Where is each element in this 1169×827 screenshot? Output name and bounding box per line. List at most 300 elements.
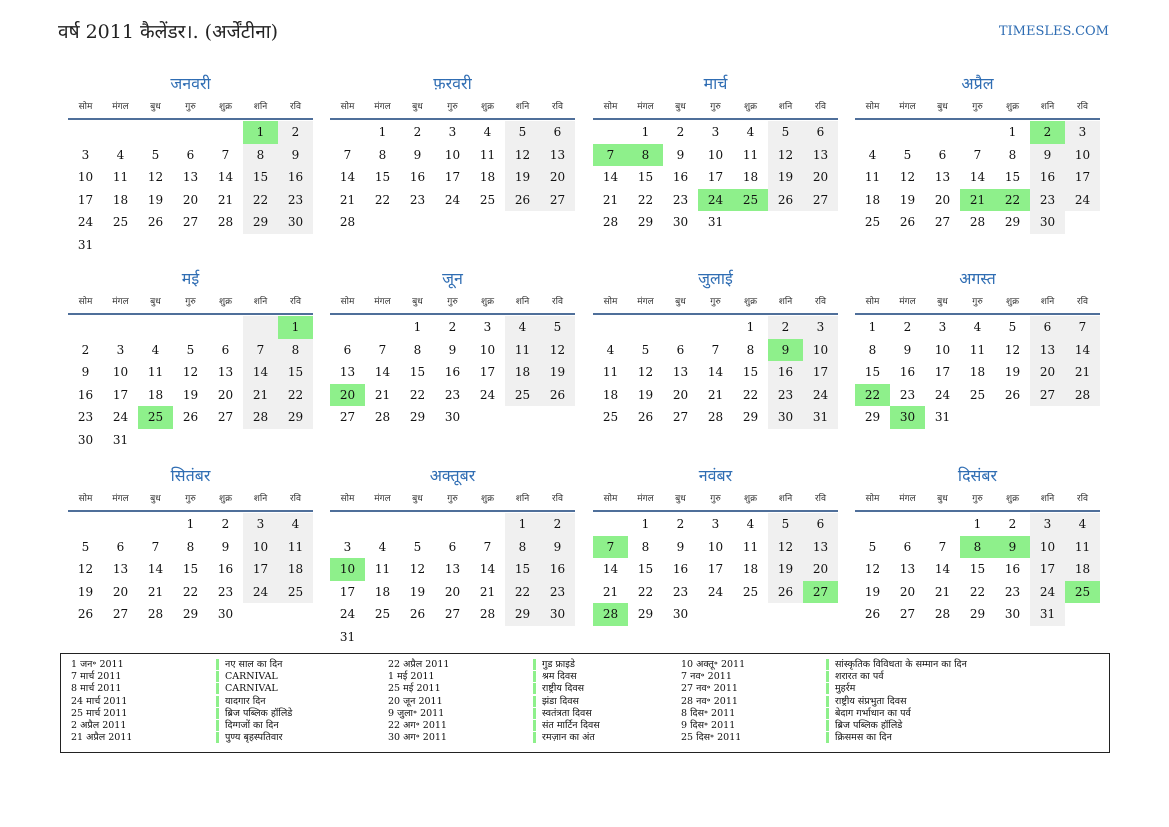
- day-cell: 13: [672, 365, 689, 379]
- holiday-date: 27 नव॰ 2011: [681, 683, 738, 695]
- day-cell: 12: [409, 562, 426, 576]
- weekday-label: रवि: [289, 297, 302, 307]
- day-cell: 24: [77, 215, 94, 229]
- day-cell: 19: [147, 192, 164, 207]
- day-cell: 14: [602, 562, 619, 576]
- holiday-name: दिग्गजों का दिन: [225, 719, 279, 731]
- day-cell: 7: [938, 539, 947, 554]
- day-cell: 20: [330, 384, 365, 407]
- empty-cell: [365, 626, 400, 649]
- day-cell: 13: [182, 170, 199, 184]
- empty-cell: [138, 316, 173, 339]
- day-cell: 2: [676, 125, 685, 139]
- day-cell: 27: [182, 215, 199, 229]
- weekday-label: गुरु: [447, 494, 458, 504]
- empty-cell: [593, 513, 628, 536]
- holiday-date: 10 अक्तू॰ 2011: [681, 659, 746, 670]
- day-cell: 25: [864, 215, 881, 229]
- day-cell: 29: [505, 603, 540, 626]
- day-cell: 27: [672, 410, 689, 424]
- day-cell: 3: [938, 320, 947, 334]
- day-cell: 7: [343, 147, 352, 162]
- day-cell: 12: [147, 170, 164, 184]
- holiday-name: झंडा दिवस: [542, 695, 579, 707]
- day-cell: 20: [899, 584, 916, 599]
- holiday-date: 22 अप्रैल 2011: [388, 659, 450, 670]
- weekday-label: सोम: [603, 102, 618, 112]
- day-grid: [593, 316, 838, 429]
- day-cell: 20: [803, 166, 838, 189]
- day-cell: 24: [339, 607, 356, 621]
- day-cell: 26: [864, 607, 881, 621]
- holiday-name: संत मार्टिन दिवस: [542, 719, 600, 731]
- weekday-label: सोम: [603, 297, 618, 307]
- month-name: मई: [181, 269, 200, 288]
- empty-cell: [243, 603, 278, 626]
- day-cell: 21: [339, 192, 356, 207]
- day-cell: 6: [116, 539, 125, 554]
- day-cell: 20: [540, 166, 575, 189]
- day-cell: 6: [938, 147, 947, 162]
- day-cell: 3: [343, 539, 352, 554]
- day-cell: 3: [448, 125, 457, 139]
- day-cell: 26: [540, 384, 575, 407]
- empty-cell: [173, 121, 208, 144]
- day-cell: 10: [707, 147, 724, 162]
- day-cell: 25: [1065, 581, 1100, 604]
- day-cell: 14: [147, 562, 164, 576]
- day-cell: 29: [969, 607, 986, 621]
- day-cell: 28: [147, 607, 164, 621]
- day-cell: 27: [112, 607, 129, 621]
- month-calendar: [68, 267, 313, 451]
- month-name: अक्तूबर: [429, 466, 476, 485]
- holiday-row: [681, 732, 980, 744]
- empty-cell: [435, 513, 470, 536]
- day-cell: 20: [112, 584, 129, 599]
- day-cell: 31: [934, 410, 951, 424]
- day-cell: 2: [221, 517, 230, 531]
- day-cell: 20: [182, 192, 199, 207]
- day-cell: 21: [934, 584, 951, 599]
- day-cell: 24: [1030, 581, 1065, 604]
- day-cell: 25: [742, 584, 759, 599]
- day-cell: 30: [672, 607, 689, 621]
- month-name: दिसंबर: [957, 466, 998, 485]
- day-cell: 13: [934, 170, 951, 184]
- day-cell: 1: [641, 125, 650, 139]
- day-cell: 17: [444, 170, 461, 184]
- weekday-label: शनि: [253, 102, 268, 112]
- holiday-marker: [826, 708, 829, 719]
- day-cell: 6: [803, 121, 838, 144]
- day-cell: 16: [768, 361, 803, 384]
- day-cell: 1: [278, 316, 313, 339]
- day-cell: 1: [868, 320, 877, 334]
- weekday-label: शुक्र: [1005, 494, 1020, 504]
- day-cell: 12: [899, 170, 916, 184]
- holiday-date: 28 नव॰ 2011: [681, 695, 738, 707]
- holiday-name: बेदाग गर्भाधान का पर्व: [835, 707, 911, 719]
- empty-cell: [803, 603, 838, 626]
- holiday-name: नए साल का दिन: [225, 659, 283, 670]
- month-name: अगस्त: [959, 269, 996, 288]
- day-cell: 8: [960, 536, 995, 559]
- day-cell: 23: [672, 584, 689, 599]
- day-cell: 4: [746, 517, 755, 531]
- day-cell: 11: [969, 342, 986, 357]
- weekday-label: मंगल: [899, 494, 916, 504]
- weekday-label: गुरु: [447, 102, 458, 112]
- day-cell: 19: [182, 387, 199, 402]
- day-grid: [330, 121, 575, 234]
- day-cell: 4: [746, 125, 755, 139]
- month-calendar: [855, 267, 1100, 429]
- weekday-header: [593, 98, 838, 120]
- day-cell: 18: [374, 584, 391, 599]
- day-cell: 22: [182, 584, 199, 599]
- holiday-date: 25 दिस॰ 2011: [681, 732, 742, 744]
- weekday-label: रवि: [289, 102, 302, 112]
- weekday-label: गुरु: [710, 102, 721, 112]
- holiday-row: [71, 683, 370, 695]
- month-name: नवंबर: [698, 466, 733, 485]
- day-cell: 26: [182, 410, 199, 424]
- weekday-label: गुरु: [185, 297, 196, 307]
- holiday-name: स्वतंत्रता दिवस: [542, 707, 592, 719]
- weekday-label: शनि: [778, 102, 793, 112]
- day-cell: 21: [707, 387, 724, 402]
- holiday-marker: [533, 659, 536, 670]
- day-cell: 15: [969, 562, 986, 576]
- day-cell: 16: [278, 166, 313, 189]
- weekday-label: बुध: [937, 297, 948, 307]
- day-cell: 30: [672, 215, 689, 229]
- day-cell: 31: [803, 406, 838, 429]
- day-cell: 23: [278, 189, 313, 212]
- day-cell: 2: [448, 320, 457, 334]
- day-cell: 17: [934, 365, 951, 379]
- day-cell: 9: [1030, 144, 1065, 167]
- day-cell: 4: [606, 342, 615, 357]
- day-cell: 9: [768, 339, 803, 362]
- holiday-row: [388, 732, 687, 744]
- weekday-label: शुक्र: [218, 102, 233, 112]
- holiday-name: राष्ट्रीय दिवस: [542, 683, 585, 695]
- weekday-label: शनि: [778, 494, 793, 504]
- day-cell: 10: [1030, 536, 1065, 559]
- weekday-label: गुरु: [185, 494, 196, 504]
- day-cell: 30: [77, 432, 94, 447]
- day-cell: 27: [934, 215, 951, 229]
- day-cell: 28: [934, 607, 951, 621]
- day-cell: 5: [868, 539, 877, 554]
- day-cell: 17: [707, 562, 724, 576]
- day-cell: 6: [676, 342, 685, 357]
- weekday-label: बुध: [412, 102, 423, 112]
- day-cell: 10: [803, 339, 838, 362]
- day-cell: 25: [969, 387, 986, 402]
- day-cell: 26: [147, 215, 164, 229]
- day-cell: 28: [969, 215, 986, 229]
- month-name: जून: [442, 269, 463, 288]
- day-cell: 26: [768, 189, 803, 212]
- day-cell: 24: [698, 189, 733, 212]
- weekday-label: गुरु: [972, 494, 983, 504]
- day-cell: 12: [637, 365, 654, 379]
- empty-cell: [593, 121, 628, 144]
- day-cell: 9: [540, 536, 575, 559]
- day-cell: 6: [540, 121, 575, 144]
- weekday-label: शुक्र: [480, 102, 495, 112]
- holiday-date: 9 दिस॰ 2011: [681, 719, 736, 731]
- day-cell: 13: [803, 536, 838, 559]
- holiday-marker: [216, 720, 219, 731]
- holiday-date: 7 नव॰ 2011: [681, 671, 732, 683]
- empty-cell: [768, 603, 803, 626]
- day-cell: 31: [112, 432, 129, 447]
- empty-cell: [505, 211, 540, 234]
- day-cell: 2: [278, 121, 313, 144]
- day-cell: 16: [899, 365, 916, 379]
- weekday-label: शुक्र: [743, 297, 758, 307]
- day-cell: 9: [413, 147, 422, 162]
- holiday-marker: [216, 708, 219, 719]
- day-cell: 3: [243, 513, 278, 536]
- holiday-name: गुड फ्राइडे: [542, 659, 575, 670]
- day-cell: 12: [1004, 342, 1021, 357]
- day-cell: 30: [768, 406, 803, 429]
- day-grid: [68, 513, 313, 626]
- day-cell: 29: [1004, 215, 1021, 229]
- day-cell: 22: [505, 581, 540, 604]
- holiday-column: [71, 659, 370, 744]
- day-cell: 14: [1065, 339, 1100, 362]
- day-cell: 11: [112, 170, 129, 184]
- weekday-label: सोम: [865, 494, 880, 504]
- day-cell: 11: [602, 365, 619, 379]
- day-cell: 16: [1030, 166, 1065, 189]
- day-cell: 12: [505, 144, 540, 167]
- day-cell: 3: [1065, 121, 1100, 144]
- day-cell: 8: [505, 536, 540, 559]
- empty-cell: [470, 406, 505, 429]
- day-cell: 22: [637, 584, 654, 599]
- day-cell: 26: [1004, 387, 1021, 402]
- site-link[interactable]: TIMESLES.COM: [998, 24, 1109, 39]
- day-cell: 1: [505, 513, 540, 536]
- day-cell: 20: [444, 584, 461, 599]
- day-cell: 21: [602, 584, 619, 599]
- day-cell: 21: [1065, 361, 1100, 384]
- day-cell: 10: [243, 536, 278, 559]
- day-cell: 30: [217, 607, 234, 621]
- day-cell: 24: [479, 387, 496, 402]
- empty-cell: [400, 626, 435, 649]
- weekday-label: शनि: [1040, 102, 1055, 112]
- holiday-marker: [533, 732, 536, 743]
- day-cell: 2: [676, 517, 685, 531]
- day-cell: 9: [278, 144, 313, 167]
- day-cell: 15: [374, 170, 391, 184]
- holiday-date: 8 मार्च 2011: [71, 683, 122, 695]
- day-cell: 19: [768, 166, 803, 189]
- holiday-row: [388, 659, 687, 671]
- empty-cell: [855, 121, 890, 144]
- day-cell: 10: [1065, 144, 1100, 167]
- day-cell: 1: [378, 125, 387, 139]
- weekday-label: गुरु: [972, 102, 983, 112]
- empty-cell: [960, 406, 995, 429]
- day-grid: [593, 121, 838, 234]
- day-cell: 17: [479, 365, 496, 379]
- holiday-column: [681, 659, 980, 744]
- weekday-label: शुक्र: [743, 102, 758, 112]
- empty-cell: [628, 316, 663, 339]
- holiday-date: 30 अग॰ 2011: [388, 732, 447, 744]
- holiday-marker: [216, 659, 219, 670]
- day-cell: 11: [742, 539, 759, 554]
- month-name: जुलाई: [698, 269, 733, 288]
- weekday-label: सोम: [78, 494, 93, 504]
- day-cell: 8: [746, 342, 755, 357]
- month-name: सितंबर: [170, 466, 211, 485]
- day-cell: 22: [995, 189, 1030, 212]
- weekday-label: बुध: [150, 494, 161, 504]
- day-cell: 17: [77, 192, 94, 207]
- empty-cell: [505, 406, 540, 429]
- day-cell: 7: [221, 147, 230, 162]
- day-cell: 6: [1030, 316, 1065, 339]
- day-cell: 29: [637, 215, 654, 229]
- empty-cell: [330, 513, 365, 536]
- day-cell: 3: [483, 320, 492, 334]
- holiday-date: 24 मार्च 2011: [71, 695, 128, 707]
- day-cell: 15: [505, 558, 540, 581]
- day-cell: 3: [116, 342, 125, 357]
- holiday-date: 1 जन॰ 2011: [71, 659, 124, 670]
- holiday-name: रमज़ान का अंत: [542, 732, 595, 744]
- weekday-label: सोम: [340, 102, 355, 112]
- weekday-label: मंगल: [374, 102, 391, 112]
- day-cell: 7: [378, 342, 387, 357]
- day-cell: 14: [707, 365, 724, 379]
- day-cell: 9: [676, 539, 685, 554]
- holiday-date: 25 मार्च 2011: [71, 707, 128, 719]
- day-cell: 4: [973, 320, 982, 334]
- day-cell: 1: [746, 320, 755, 334]
- day-cell: 30: [890, 406, 925, 429]
- day-grid: [68, 316, 313, 451]
- weekday-label: शनि: [1040, 494, 1055, 504]
- month-calendar: [855, 72, 1100, 234]
- day-cell: 3: [711, 517, 720, 531]
- day-grid: [68, 121, 313, 256]
- day-cell: 28: [243, 406, 278, 429]
- holiday-date: 9 जुला॰ 2011: [388, 707, 445, 719]
- day-cell: 21: [960, 189, 995, 212]
- day-cell: 5: [641, 342, 650, 357]
- day-cell: 19: [505, 166, 540, 189]
- day-cell: 13: [540, 144, 575, 167]
- day-cell: 19: [637, 387, 654, 402]
- empty-cell: [138, 234, 173, 257]
- day-cell: 29: [409, 410, 426, 424]
- day-cell: 17: [339, 584, 356, 599]
- holiday-marker: [533, 720, 536, 731]
- day-cell: 13: [339, 365, 356, 379]
- weekday-label: मंगल: [637, 102, 654, 112]
- weekday-label: बुध: [675, 102, 686, 112]
- day-grid: [593, 513, 838, 626]
- holiday-date: 1 मई 2011: [388, 671, 435, 683]
- day-cell: 14: [969, 170, 986, 184]
- month-name: फ़रवरी: [433, 74, 472, 93]
- weekday-header: [330, 293, 575, 315]
- day-cell: 22: [278, 384, 313, 407]
- empty-cell: [208, 316, 243, 339]
- empty-cell: [470, 211, 505, 234]
- day-cell: 19: [409, 584, 426, 599]
- empty-cell: [698, 316, 733, 339]
- empty-cell: [925, 513, 960, 536]
- empty-cell: [68, 121, 103, 144]
- day-cell: 16: [672, 170, 689, 184]
- holiday-row: [388, 708, 687, 720]
- day-cell: 28: [374, 410, 391, 424]
- day-cell: 19: [899, 192, 916, 207]
- day-cell: 5: [768, 121, 803, 144]
- day-cell: 20: [803, 558, 838, 581]
- holiday-row: [681, 671, 980, 683]
- holiday-row: [388, 696, 687, 708]
- day-cell: 19: [768, 558, 803, 581]
- day-cell: 18: [602, 387, 619, 402]
- holiday-row: [388, 671, 687, 683]
- day-cell: 11: [374, 562, 391, 576]
- empty-cell: [103, 513, 138, 536]
- day-cell: 2: [540, 513, 575, 536]
- day-cell: 9: [676, 147, 685, 162]
- holiday-marker: [216, 683, 219, 694]
- empty-cell: [365, 316, 400, 339]
- weekday-label: बुध: [150, 297, 161, 307]
- weekday-label: मंगल: [637, 494, 654, 504]
- day-cell: 18: [112, 192, 129, 207]
- holiday-marker: [533, 696, 536, 707]
- weekday-label: बुध: [937, 102, 948, 112]
- empty-cell: [470, 513, 505, 536]
- weekday-label: सोम: [603, 494, 618, 504]
- weekday-label: गुरु: [185, 102, 196, 112]
- weekday-header: [855, 490, 1100, 512]
- empty-cell: [400, 211, 435, 234]
- weekday-label: रवि: [289, 494, 302, 504]
- weekday-label: सोम: [865, 102, 880, 112]
- day-cell: 16: [540, 558, 575, 581]
- weekday-label: सोम: [78, 297, 93, 307]
- holiday-row: [681, 720, 980, 732]
- month-calendar: [330, 464, 575, 648]
- month-name: जनवरी: [170, 74, 211, 93]
- day-cell: 4: [116, 147, 125, 162]
- holiday-row: [71, 696, 370, 708]
- holiday-name: CARNIVAL: [225, 671, 278, 683]
- weekday-label: शनि: [253, 494, 268, 504]
- day-cell: 25: [112, 215, 129, 229]
- day-cell: 6: [903, 539, 912, 554]
- empty-cell: [960, 121, 995, 144]
